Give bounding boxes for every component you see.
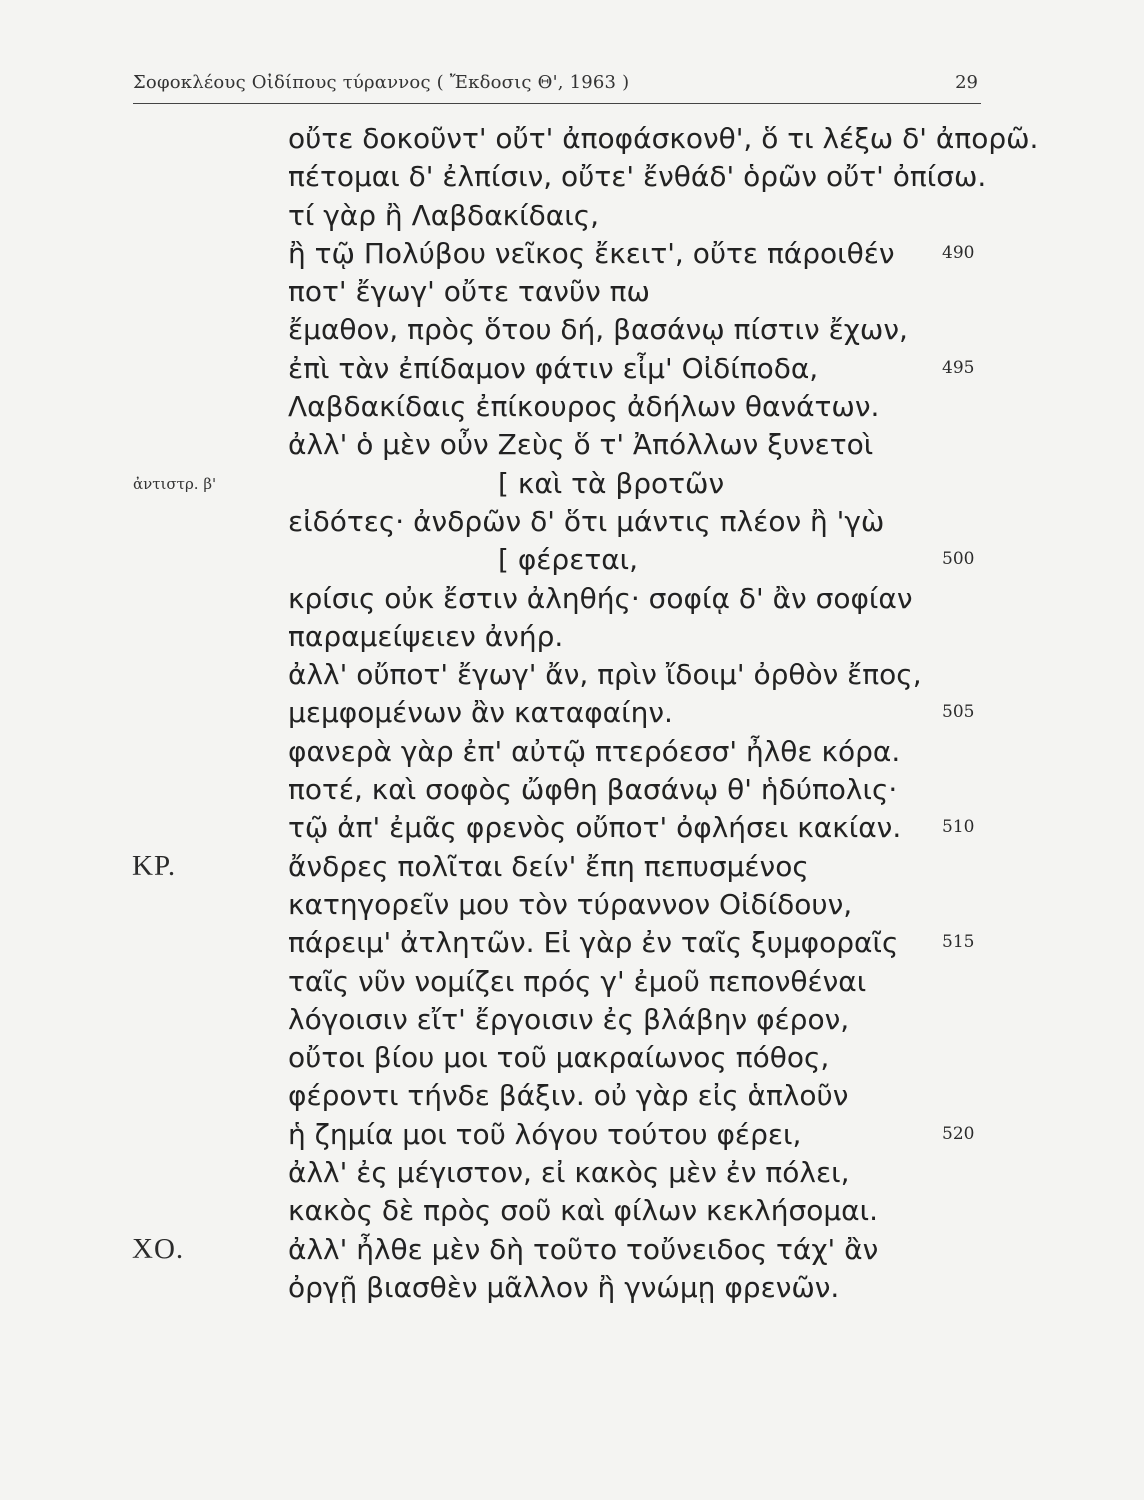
verse-text: οὔτοι βίου μοι τοῦ μακραίωνος πόθος, [288, 1041, 830, 1075]
verse-line [288, 809, 1038, 847]
verse-line [288, 1116, 1038, 1154]
verse-text: κρίσις οὐκ ἔστιν ἀληθής· σοφίᾳ δ' ἂν σοφίαν [288, 581, 913, 615]
verse-line [133, 465, 1038, 503]
verse-text: εἰδότες· ἀνδρῶν δ' ὅτι μάντις πλέον ἢ 'γὼ [288, 504, 885, 538]
verse-line [288, 580, 1038, 618]
verse-line [288, 771, 1038, 809]
verse-line [288, 235, 1038, 273]
verse-text: κακὸς δὲ πρὸς σοῦ καὶ φίλων κεκλήσομαι. [288, 1194, 878, 1228]
verse-text: [ καὶ τὰ βροτῶν [498, 466, 725, 500]
verse-line [288, 503, 1038, 541]
speaker-label: ΚΡ. [132, 849, 177, 882]
verse-text: παραμείψειεν ἀνήρ. [288, 619, 564, 653]
verse-line [288, 1001, 1038, 1039]
verse-line [132, 848, 1038, 886]
verse-line [288, 618, 1038, 656]
verse-text: λόγοισιν εἴτ' ἔργοισιν ἐς βλάβην φέρον, [288, 1002, 850, 1036]
verse-line [288, 120, 1038, 158]
verse-line [288, 1077, 1038, 1115]
verse-line [288, 1192, 1038, 1230]
verse-text: ἡ ζημία μοι τοῦ λόγου τούτου φέρει, [288, 1117, 802, 1151]
verse-text: [ φέρεται, [498, 543, 639, 577]
verse-line [288, 924, 1038, 962]
line-number: 500 [942, 549, 975, 570]
line-number: 505 [942, 702, 975, 723]
running-header [133, 72, 981, 102]
verse-line [288, 1269, 1038, 1307]
verse-text: οὔτε δοκοῦντ' οὔτ' ἀποφάσκονθ', ὅ τι λέξω δ' ἀπορῶ. [288, 122, 1039, 155]
header-title: Σοφοκλέους Οἰδίπους τύραννος ( Ἔκδοσις Θ', 1963 ) [133, 72, 630, 93]
verse-line [288, 541, 1038, 579]
verse-line [288, 963, 1038, 1001]
verse-text: φέροντι τήνδε βάξιν. οὐ γὰρ εἰς ἁπλοῦν [288, 1079, 849, 1113]
verse-text: ποτ' ἔγωγ' οὔτε τανῦν πω [288, 275, 650, 309]
verse-text: ἔμαθον, πρὸς ὅτου δή, βασάνῳ πίστιν ἔχων, [288, 313, 908, 347]
speaker-label: ΧΟ. [132, 1232, 185, 1265]
verse-line [288, 656, 1038, 694]
verse-text: τί γὰρ ἢ Λαβδακίδαις, [288, 198, 600, 232]
verse-text: ἀλλ' ἐς μέγιστον, εἰ κακὸς μὲν ἐν πόλει, [288, 1156, 850, 1190]
header-rule [133, 103, 981, 104]
verse-text: Λαβδακίδαις ἐπίκουρος ἀδήλων θανάτων. [288, 390, 880, 424]
verse-line [288, 1039, 1038, 1077]
verse-line [288, 388, 1038, 426]
verse-line [288, 350, 1038, 388]
verse-text: πάρειμ' ἀτλητῶν. Εἰ γὰρ ἐν ταῖς ξυμφοραῖς [288, 926, 899, 960]
verse-line [288, 273, 1038, 311]
verse-line [288, 426, 1038, 464]
verse-text: ἢ τῷ Πολύβου νεῖκος ἔκειτ', οὔτε πάροιθέν [288, 236, 895, 270]
verse-text: ἐπὶ τὰν ἐπίδαμον φάτιν εἶμ' Οἰδίποδα, [288, 351, 819, 385]
verse-block [132, 120, 1039, 1307]
line-number: 495 [942, 357, 975, 378]
verse-text: ποτέ, καὶ σοφὸς ὤφθη βασάνῳ θ' ἡδύπολις· [288, 773, 898, 807]
margin-note: ἀντιστρ. β' [133, 474, 217, 493]
verse-text: φανερὰ γὰρ ἐπ' αὐτῷ πτερόεσσ' ἦλθε κόρα. [288, 734, 901, 768]
verse-text: πέτομαι δ' ἐλπίσιν, οὔτε' ἔνθάδ' ὁρῶν οὔτ' ὀπίσω. [288, 160, 987, 194]
line-number: 520 [942, 1123, 975, 1144]
verse-line [288, 694, 1038, 732]
line-number: 490 [942, 242, 975, 263]
verse-text: ἄνδρες πολῖται δείν' ἔπη πεπυσμένος [288, 849, 809, 883]
verse-text: ἀλλ' ἦλθε μὲν δὴ τοῦτο τοὔνειδος τάχ' ἂν [288, 1232, 879, 1266]
verse-line [288, 886, 1038, 924]
verse-text: ταῖς νῦν νομίζει πρός γ' ἐμοῦ πεπονθέναι [288, 964, 867, 998]
verse-line [288, 158, 1038, 196]
verse-line [132, 1231, 1038, 1269]
line-number: 515 [942, 932, 975, 953]
verse-line [288, 733, 1038, 771]
verse-line [288, 311, 1038, 349]
verse-text: κατηγορεῖν μου τὸν τύραννον Οἰδίδουν, [288, 887, 853, 921]
verse-text: τῷ ἀπ' ἐμᾶς φρενὸς οὔποτ' ὀφλήσει κακίαν. [288, 811, 902, 845]
verse-text: ὀργῇ βιασθὲν μᾶλλον ἢ γνώμῃ φρενῶν. [288, 1270, 840, 1304]
verse-line [288, 197, 1038, 235]
verse-text: μεμφομένων ἂν καταφαίην. [288, 696, 673, 730]
verse-line [288, 1154, 1038, 1192]
line-number: 510 [942, 817, 975, 838]
verse-text: ἀλλ' οὔποτ' ἔγωγ' ἄν, πρὶν ἴδοιμ' ὀρθὸν ἔπος, [288, 658, 922, 692]
page-number: 29 [955, 72, 978, 93]
verse-text: ἀλλ' ὁ μὲν οὖν Ζεὺς ὅ τ' Ἀπόλλων ξυνετοὶ [288, 428, 874, 462]
